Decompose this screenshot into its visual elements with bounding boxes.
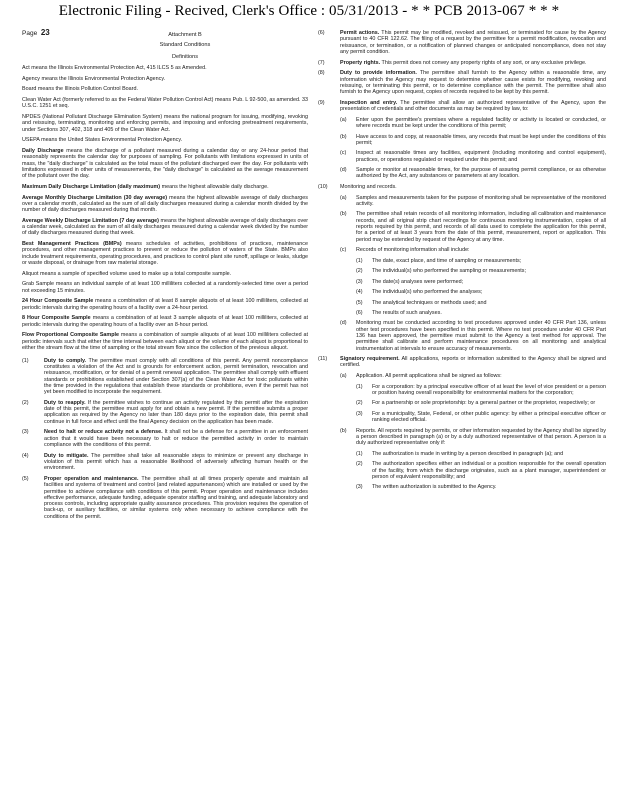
sub-sub-item: (1) For a corporation: by a principal executive officer of at least the level of vice president or a person or position having overall responsibility for environmental matters for the corporation; xyxy=(356,383,606,396)
sub-item: (a) Samples and measurements taken for the purpose of monitoring shall be representative of the monitored activity. xyxy=(340,194,606,207)
sub-item: (b) Have access to and copy, at reasonable times, any records that must be kept under the conditions of this permit; xyxy=(340,133,606,146)
definition: Clean Water Act (formerly referred to as the Federal Water Pollution Control Act) means Pub. L 92-500, as amended. 33 U.S.C. 1251 et seq. xyxy=(22,97,308,110)
sub-item: (d) Sample or monitor at reasonable times, for the purpose of assuring permit compliance, or as otherwise authorized by the Act, any substances or parameters at any location. xyxy=(340,167,606,180)
condition-item: (1) Duty to comply. The permittee must comply with all conditions of this permit. Any permit noncompliance constitutes a violation of the Act and is grounds for enforcement action, permit termination, revocation and reissuance, modification, or for denial of a permit renewal application. The permittee shall comply with effluent standards or prohibitions established under Section 307(a) of the Clean Water Act for toxic pollutants within the time provided in the regulations that establish these standards or prohibitions, even if the permit has not yet been modified to incorporate the requirement. xyxy=(22,357,308,396)
left-column xyxy=(22,30,308,524)
sub-item: (b) Reports. All reports required by permits, or other information requested by the Agency shall be signed by a person described in paragraph (a) or by a duly authorized representative of that person. A person is a duly authorized representative only if: xyxy=(340,427,606,447)
sub-item: (a) Application. All permit applications shall be signed as follows: xyxy=(340,373,502,380)
subtitle: Standard Conditions xyxy=(159,42,211,49)
sub-sub-item: (1) The authorization is made in writing by a person described in paragraph (a); and xyxy=(356,450,564,457)
document-page xyxy=(0,30,618,800)
right-column xyxy=(318,30,606,495)
condition-item: (6) Permit actions. This permit may be modified, revoked and reissued, or terminated for cause by the Agency pursuant to 40 CFR 122.62. The filing of a request by the permittee for a permit modification, revocation and reissuance, or termination, or a notification of planned changes or anticipated noncompliance, does not stay any permit condition. xyxy=(318,30,606,55)
definition: Aliquot means a sample of specified volume used to make up a total composite sample. xyxy=(22,270,232,277)
definitions-list xyxy=(22,65,308,351)
condition-item: (7) Property rights. This permit does not convey any property rights of any sort, or any exclusive privilege. xyxy=(318,59,587,66)
page-label: Page xyxy=(22,30,38,37)
filing-header: Electronic Filing - Recived, Clerk's Office : 05/31/2013 - * * PCB 2013-067 * * * xyxy=(58,3,560,19)
condition-item: (3) Need to halt or reduce activity not a defense. It shall not be a defense for a permittee in an enforcement action that it would have been necessary to halt or reduce the permitted activity in order to maintain compliance with the conditions of this permit. xyxy=(22,429,308,448)
page-number-value: 23 xyxy=(40,28,50,37)
sub-sub-item: (3) The date(s) analyses were performed; xyxy=(356,278,464,285)
definition: Flow Proportional Composite Sample means a combination of sample aliquots of at least 100 milliliters collected at periodic intervals such that either the time interval between each aliquot or the volume of each aliquot is proportional to either the stream flow at the time of sampling or the total stream flow since the collection of the previous aliquot. xyxy=(22,332,308,351)
condition-item: (11) Signatory requirement. All applications, reports or information submitted to the Agency shall be signed and certified. xyxy=(318,356,607,369)
definition: Maximum Daily Discharge Limitation (daily maximum) means the highest allowable daily discharge. xyxy=(22,183,269,190)
condition-item: (8) Duty to provide information. The permittee shall furnish to the Agency within a reasonable time, any information which the Agency may request to determine whether cause exists for modifying, revoking and reissuing, or terminating this permit, or to determine compliance with the permit. The permittee shall also furnish to the Agency upon request, copies of records required to be kept by this permit. xyxy=(318,70,606,96)
definition: USEPA means the United States Environmental Protection Agency. xyxy=(22,137,183,144)
page-number xyxy=(22,30,50,37)
definition: Agency means the Illinois Environmental Protection Agency. xyxy=(22,75,166,82)
sub-sub-item: (4) The individual(s) who performed the analyses; xyxy=(356,289,483,296)
definition: 8 Hour Composite Sample means a combination of at least 3 sample aliquots of at least 100 milliliters, collected at periodic intervals during the operating hours of a facility over an 8-hour period. xyxy=(22,315,308,328)
attachment-label: Attachment B xyxy=(168,32,202,38)
sub-sub-item: (3) The written authorization is submitted to the Agency. xyxy=(356,484,497,491)
sub-sub-item: (3) For a municipality, State, Federal, or other public agency: by either a principal executive officer or ranking elected official. xyxy=(356,410,606,424)
sub-item: (d) Monitoring must be conducted according to test procedures approved under 40 CFR Part 136, unless other test procedures have been specified in this permit. Where no test procedure under 40 CFR Part 136 has been approved, the permittee must submit to the Agency a test method for approval. The permittee shall calibrate and perform maintenance procedures on all monitoring and analytical instrumentation at intervals to ensure accuracy of measurements. xyxy=(340,320,606,352)
sub-sub-item: (1) The date, exact place, and time of sampling or measurements; xyxy=(356,257,522,264)
sub-sub-item: (5) The analytical techniques or methods used; and xyxy=(356,299,487,306)
sub-item: (c) Inspect at reasonable times any facilities, equipment (including monitoring and control equipment), practices, or operations regulated or required under this permit; and xyxy=(340,150,606,163)
sub-sub-item: (2) For a partnership or sole proprietorship: by a general partner or the proprietor, respectively; or xyxy=(356,400,596,407)
condition-item: (10) Monitoring and records. xyxy=(318,183,397,190)
definition: NPDES (National Pollutant Discharge Elimination System) means the national program for issuing, modifying, revoking and reissuing, terminating, monitoring and enforcing permits, and imposing and enforcing pretreatment requirements, under Sections 307, 402, 318 and 405 of the Clean Water Act. xyxy=(22,114,308,133)
definition: Board means the Illinois Pollution Control Board. xyxy=(22,86,138,93)
sub-item: (c) Records of monitoring information shall include: xyxy=(340,247,470,254)
definition: Average Monthly Discharge Limitation (30 day average) means the highest allowable average of daily discharges over a calendar month, calculated as the sum of all daily discharges measured during a calendar month divided by the number of daily discharges measured during that month. xyxy=(22,194,308,214)
sub-sub-item: (6) The results of such analyses. xyxy=(356,310,442,316)
definition: Grab Sample means an individual sample of at least 100 milliliters collected at a randomly-selected time over a period not exceeding 15 minutes. xyxy=(22,281,308,294)
condition-item: (4) Duty to mitigate. The permittee shall take all reasonable steps to minimize or prevent any discharge in violation of this permit which has a reasonable likelihood of adversely affecting human health or the environment. xyxy=(22,452,308,472)
definition: Daily Discharge means the discharge of a pollutant measured during a calendar day or any 24-hour period that reasonably represents the calendar day for purposes of sampling. For pollutants with limitations expressed in units of mass, the "daily discharge" is calculated as the total mass of the pollutant discharged over the day. For pollutants with limitations expressed in other units of measurements, the "daily discharge" is calculated as the average measurement of the pollutant over the day. xyxy=(22,148,308,180)
sub-sub-item: (2) The individual(s) who performed the sampling or measurements; xyxy=(356,268,527,275)
condition-item: (9) Inspection and entry. The permittee shall allow an authorized representative of the Agency, upon the presentation of credentials and other documents as may be required by law, to: xyxy=(318,99,606,113)
sub-sub-item: (2) The authorization specifies either an individual or a position responsible for the overall operation of the facility, from which the discharge originates, such as a plant manager, superintendent or person of equivalent responsibility; and xyxy=(356,461,606,480)
definition: Best Management Practices (BMPs) means schedules of activities, prohibitions of practices, maintenance procedures, and other management practices to prevent or reduce the pollution of waters of the State. BMPs also include treatment requirements, operating procedures, and practices to control plant site runoff, spillage or leaks, sludge or waste disposal, or drainage from raw material storage. xyxy=(22,241,308,267)
conditions-list xyxy=(22,358,308,520)
condition-item: (5) Proper operation and maintenance. The permittee shall at all times properly operate and maintain all facilities and systems of treatment and control (and related appurtenances) which are installed or used by the permittee to achieve compliance with conditions of this permit. Proper operation and maintenance includes effective performance, adequate funding, adequate operator staffing and training, and adequate laboratory and process controls, including appropriate quality assurance procedures. This provision requires the operation of back-up, or auxiliary facilities, or similar systems only when necessary to achieve compliance with the conditions of the permit. xyxy=(22,475,308,520)
page-heading xyxy=(22,30,308,60)
section-title: Definitions xyxy=(171,53,199,60)
sub-item: (b) The permittee shall retain records of all monitoring information, including all calibration and maintenance records, and all original strip chart recordings for continuous monitoring instrumentation, copies of all reports required by this permit, and records of all data used to complete the application for this permit, for a period of at least 3 years from the date of this permit, measurement, report or application. This period may be extended by request of the Agency at any time. xyxy=(340,211,606,243)
condition-item: (2) Duty to reapply. If the permittee wishes to continue an activity regulated by this permit after the expiration date of this permit, the permittee must apply for and obtain a new permit. If the permittee submits a proper application as required by the Agency no later than 180 days prior to the expiration date, this permit shall continue in full force and effect until the final Agency decision on the application has been made. xyxy=(22,399,308,425)
definition: Average Weekly Discharge Limitation (7 day average) means the highest allowable average of daily discharges over a calendar week, calculated as the sum of all daily discharges measured during a calendar week divided by the number of daily discharges measured during that week. xyxy=(22,217,308,237)
sub-item: (a) Enter upon the permittee's premises where a regulated facility or activity is located or conducted, or where records must be kept under the conditions of this permit; xyxy=(340,116,606,130)
definition: Act means the Illinois Environmental Protection Act, 415 ILCS 5 as Amended. xyxy=(22,65,207,71)
definition: 24 Hour Composite Sample means a combination of at least 8 sample aliquots of at least 100 milliliters, collected at periodic intervals during the operating hours of a facility over a 24-hour period. xyxy=(22,298,308,311)
